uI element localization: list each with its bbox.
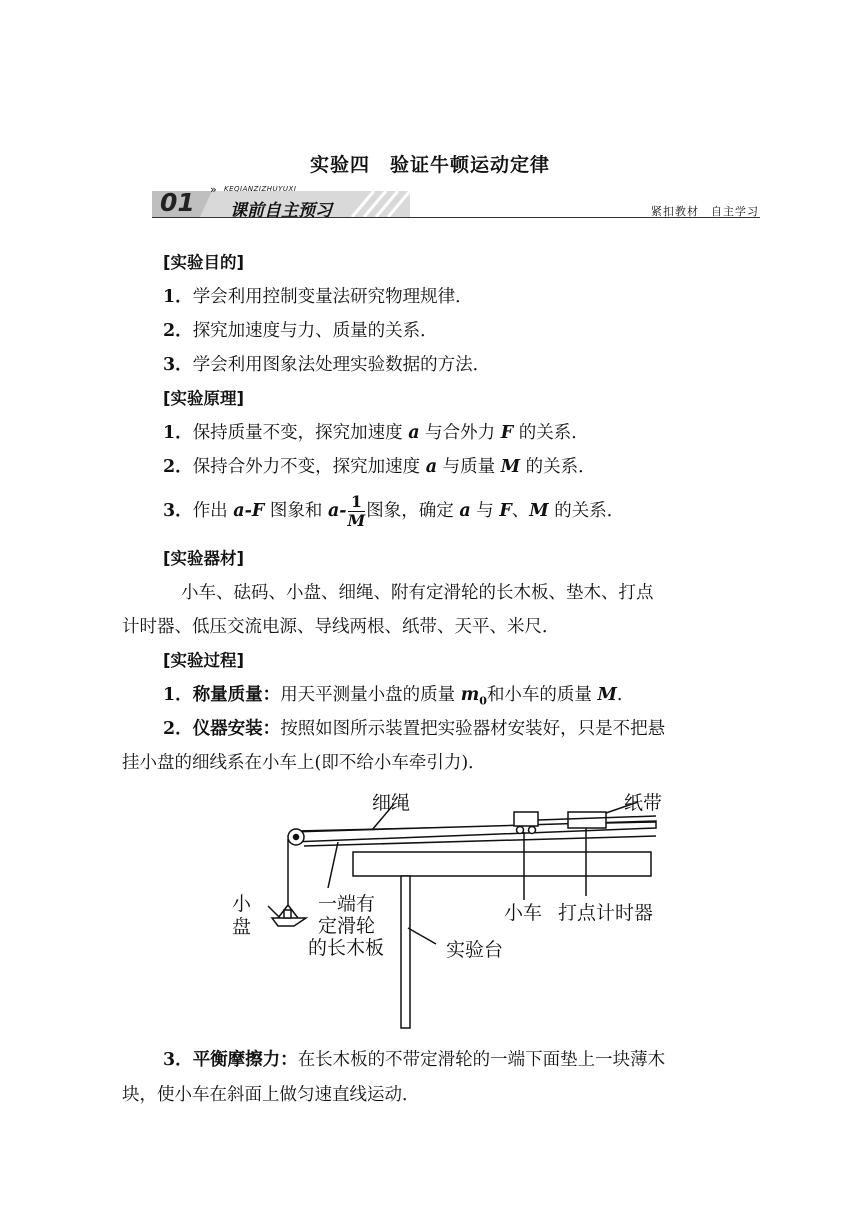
label-board-3: 的长木板 <box>308 937 385 959</box>
equipment-line-1: 小车、砝码、小盘、细绳、附有定滑轮的长木板、垫木、打点 <box>181 583 654 603</box>
lab-table-leg <box>401 876 410 1028</box>
banner-pinyin: KEQIANZIZHUYUXI <box>224 185 297 193</box>
process-step-2-line-1: 2．仪器安装：按照如图所示装置把实验器材安装好，只是不把悬 <box>163 719 666 739</box>
principle-heading: [实验原理] <box>163 389 245 408</box>
purpose-item-3: 3．学会利用图象法处理实验数据的方法． <box>163 355 491 375</box>
banner-label: 课前自主预习 <box>230 201 332 221</box>
principle-item-2: 2．保持合外力不变，探究加速度 a 与质量 M 的关系． <box>163 457 596 477</box>
principle-item-1: 1．保持质量不变，探究加速度 a 与合外力 F 的关系． <box>163 423 589 443</box>
banner-number: 01 <box>160 188 195 217</box>
label-board-1: 一端有 <box>318 893 376 915</box>
label-timer: 打点计时器 <box>558 902 654 924</box>
banner-right-text: 紧扣教材 自主学习 <box>651 205 759 218</box>
process-step-1: 1．称量质量：用天平测量小盘的质量 $m_0$和小车的质量 M. <box>163 685 623 708</box>
timer <box>568 812 606 828</box>
pan <box>272 918 306 926</box>
label-paper-tape: 纸带 <box>624 792 663 814</box>
one-over-m-fraction: $\frac{1}{M}$ <box>347 492 366 530</box>
label-lab-table: 实验台 <box>446 939 504 961</box>
label-pan-1: 小 <box>232 893 252 915</box>
process-step-2-line-2: 挂小盘的细线系在小车上(即不给小车牵引力)． <box>122 753 486 773</box>
label-rope: 细绳 <box>372 792 411 814</box>
banner-rule <box>152 217 760 218</box>
page-title: 实验四 验证牛顿运动定律 <box>309 154 550 176</box>
label-cart: 小车 <box>504 902 543 924</box>
purpose-heading: [实验目的] <box>163 253 245 272</box>
label-board-2: 定滑轮 <box>318 915 376 937</box>
lab-table-top <box>353 852 651 876</box>
equipment-line-2: 计时器、低压交流电源、导线两根、纸带、天平、米尺． <box>122 617 560 637</box>
principle-item-3: 3．作出 a-F 图象和 a- $\frac{1}{M}$ 图象，确定 a 与 F、M 的关系． <box>163 492 625 530</box>
purpose-item-1: 1．学会利用控制变量法研究物理规律． <box>163 287 473 307</box>
process-heading: [实验过程] <box>163 651 245 670</box>
cart <box>514 812 538 826</box>
purpose-item-2: 2．探究加速度与力、质量的关系． <box>163 321 438 341</box>
equipment-heading: [实验器材] <box>163 549 245 568</box>
label-pan-2: 盘 <box>232 916 252 938</box>
banner-chevron-icon: » <box>210 183 217 196</box>
process-step-3-line-1: 3．平衡摩擦力：在长木板的不带定滑轮的一端下面垫上一块薄木 <box>163 1050 666 1070</box>
process-step-3-line-2: 块，使小车在斜面上做匀速直线运动． <box>122 1085 420 1105</box>
